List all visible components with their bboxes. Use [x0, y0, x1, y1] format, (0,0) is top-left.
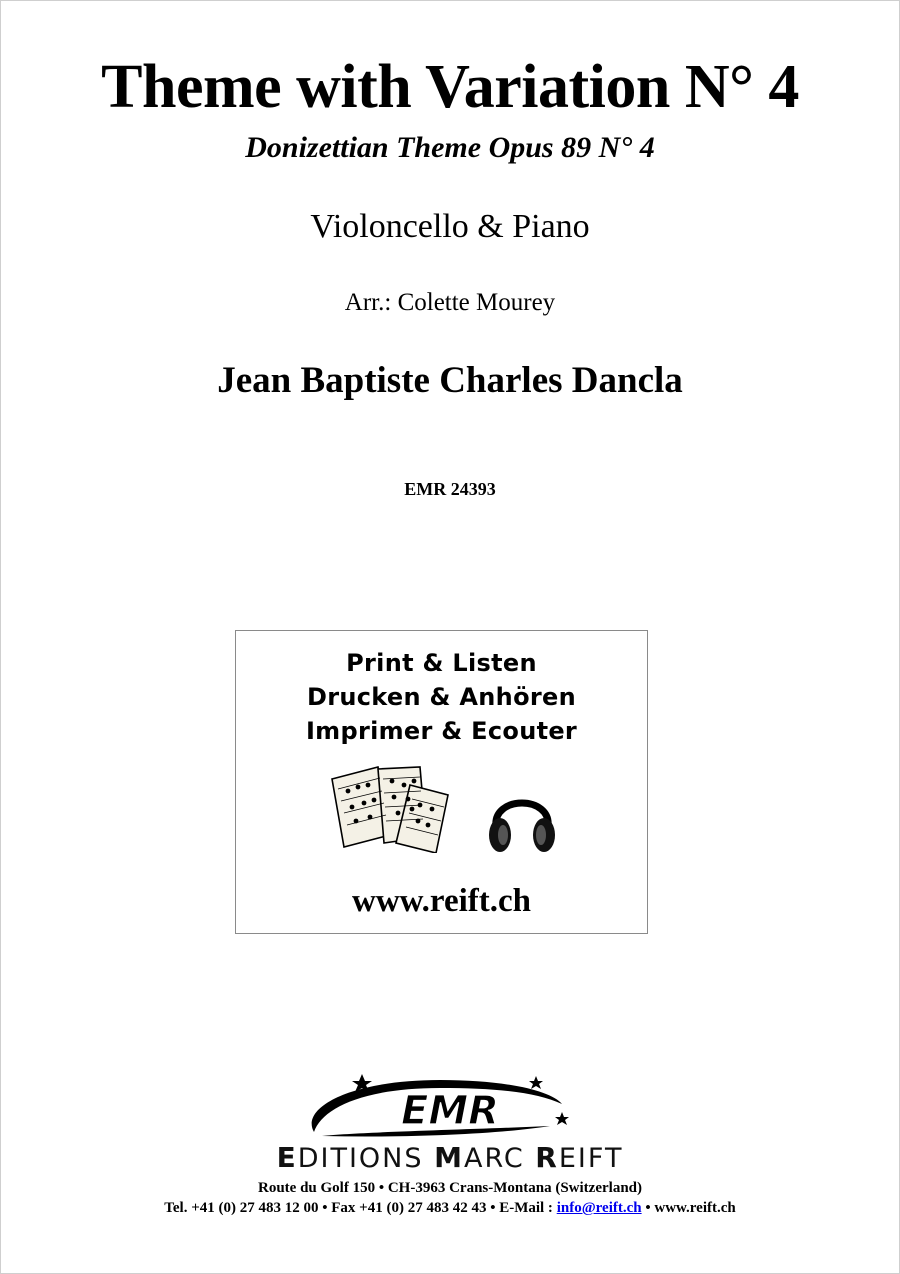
subtitle: Donizettian Theme Opus 89 N° 4	[245, 131, 655, 164]
promo-line-french: Imprimer & Ecouter	[305, 717, 578, 745]
emr-logo-text: EMR	[401, 1088, 499, 1134]
publisher-name-m: M	[434, 1141, 464, 1174]
sheet-music-icon	[328, 763, 454, 853]
publisher-name-eift: EIFT	[558, 1143, 624, 1174]
contact-suffix: • www.reift.ch	[641, 1200, 736, 1216]
page-title: Theme with Variation N° 4	[101, 53, 799, 121]
arranger: Arr.: Colette Mourey	[344, 289, 556, 316]
composer: Jean Baptiste Charles Dancla	[217, 360, 683, 401]
email-link[interactable]: info@reift.ch	[556, 1200, 642, 1216]
publisher-name	[0, 1141, 900, 1174]
contact-prefix: Tel. +41 (0) 27 483 12 00 • Fax +41 (0) 27 483 42 43 • E-Mail :	[164, 1200, 557, 1216]
publisher-contacts	[0, 1201, 900, 1216]
publisher-address: Route du Golf 150 • CH-3963 Crans-Montana (Switzerland)	[258, 1180, 642, 1196]
publisher-name-e: E	[276, 1141, 298, 1174]
publisher-name-r: R	[535, 1141, 559, 1174]
publisher-name-arc: ARC	[463, 1143, 536, 1174]
instrumentation: Violoncello & Piano	[310, 208, 590, 245]
catalog-number: EMR 24393	[404, 479, 496, 499]
emr-logo	[300, 1074, 580, 1138]
headphones-icon	[486, 781, 558, 857]
promo-line-german: Drucken & Anhören	[307, 683, 576, 711]
print-listen-box	[235, 630, 648, 934]
promo-website[interactable]: www.reift.ch	[351, 883, 532, 919]
publisher-name-ditions: DITIONS	[297, 1143, 435, 1174]
promo-line-english: Print & Listen	[346, 649, 537, 677]
